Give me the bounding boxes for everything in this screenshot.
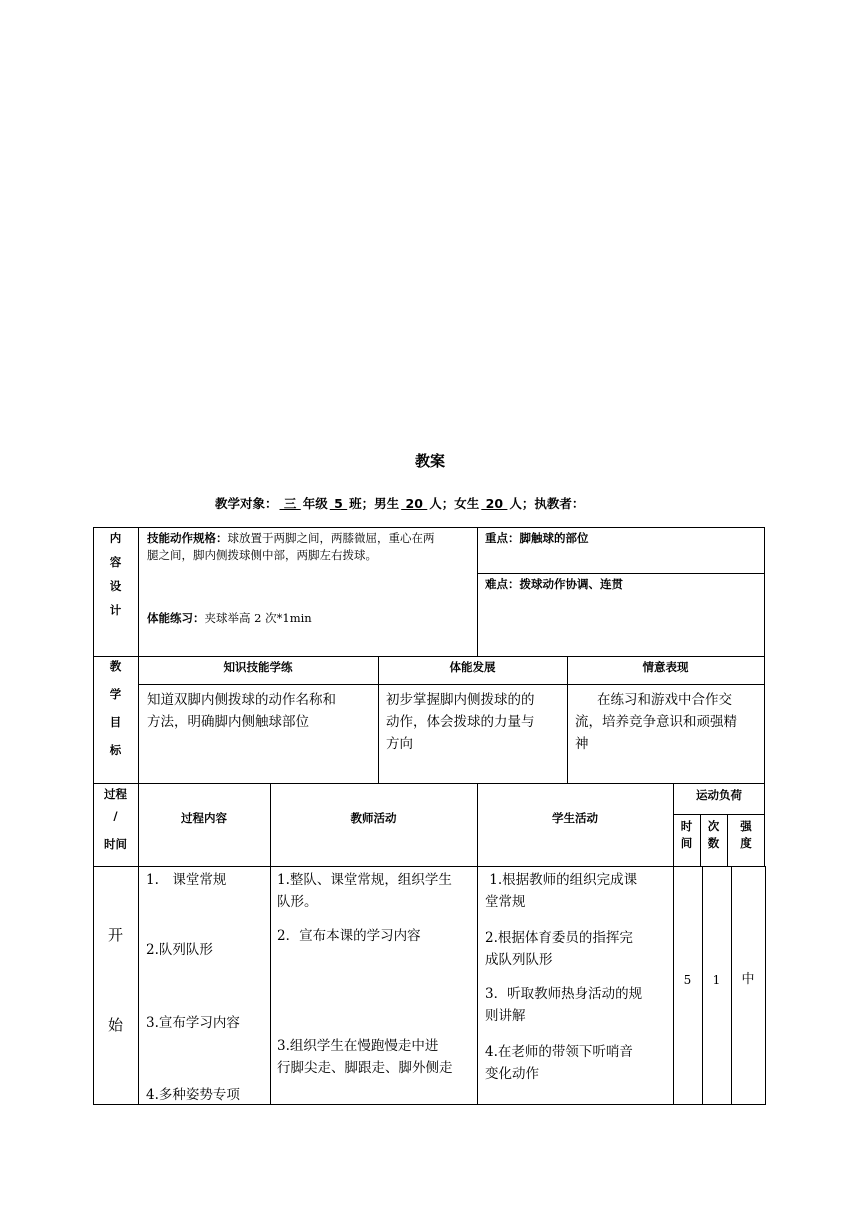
girls-suffix: 人；执教者： <box>509 496 585 511</box>
side-char: 学 <box>109 687 122 701</box>
start-side-label <box>93 925 138 1035</box>
boys-suffix: 人；女生 <box>429 496 480 511</box>
grade-value: 三 <box>279 496 301 511</box>
text-line: 3.组织学生在慢跑慢走中进 <box>277 1038 439 1054</box>
text-line: 则讲解 <box>485 1008 526 1024</box>
goal-header-knowledge: 知识技能学练 <box>223 660 293 674</box>
goal-header-fitness: 体能发展 <box>449 660 496 674</box>
text-line: 1.整队、课堂常规，组织学生 <box>277 872 452 888</box>
fitness-practice <box>147 610 312 627</box>
grade-suffix: 年级 <box>302 496 328 511</box>
class-info-line <box>215 494 584 512</box>
text-line: 1.根据教师的组织完成课 <box>485 872 638 888</box>
fitness-label: 体能练习： <box>147 611 205 625</box>
text-line: 4.在老师的带领下听哨音 <box>485 1044 633 1060</box>
text-line: 2.根据体育委员的指挥完 <box>485 930 633 946</box>
text-line: 3．听取教师热身活动的规 <box>485 986 643 1002</box>
process-time-header <box>93 786 138 858</box>
teacher-activity-header: 教师活动 <box>350 811 397 825</box>
header-char: 间 <box>680 836 693 850</box>
text-line: 知道双脚内侧拨球的动作名称和 <box>147 692 336 708</box>
process-content-header: 过程内容 <box>181 811 227 825</box>
difficulty-point: 难点：拨球动作协调、连贯 <box>485 577 623 591</box>
side-char: 标 <box>109 743 122 757</box>
header-char: 强 <box>740 819 752 833</box>
skill-spec <box>147 530 477 564</box>
text-line: 流，培养竞争意识和顽强精 <box>575 714 737 730</box>
start-count-value: 1 <box>712 973 721 987</box>
side-char: 容 <box>109 555 122 569</box>
load-count-header <box>700 818 727 852</box>
exercise-load-header: 运动负荷 <box>696 788 742 802</box>
text-line: 堂常规 <box>485 894 526 910</box>
header-char: 时 <box>680 819 693 833</box>
text-line: 方向 <box>386 736 413 752</box>
student-activity-header: 学生活动 <box>552 811 598 825</box>
header-line: 过程 <box>104 787 127 801</box>
side-char: 始 <box>107 1016 123 1034</box>
header-char: 次 <box>707 819 720 833</box>
skill-spec-text-1: 球放置于两脚之间，两膝微屈，重心在两 <box>227 531 435 545</box>
content-item: 2.队列队形 <box>146 942 213 958</box>
header-char: 数 <box>707 836 720 850</box>
side-char: 开 <box>107 926 123 944</box>
text-line: 变化动作 <box>485 1066 539 1082</box>
goal-fitness-text <box>386 689 566 755</box>
text-line: 在练习和游戏中合作交 <box>597 692 732 708</box>
text-line: 2．宣布本课的学习内容 <box>277 928 421 944</box>
boys-value: 20 <box>401 496 428 511</box>
goal-knowledge-text <box>147 689 379 733</box>
side-char: 计 <box>109 603 122 617</box>
start-time-value: 5 <box>683 973 692 987</box>
key-point: 重点：脚触球的部位 <box>485 531 589 545</box>
goals-side-label <box>93 658 138 770</box>
header-line: / <box>113 809 118 823</box>
text-line: 行脚尖走、脚跟走、脚外侧走 <box>277 1060 453 1076</box>
goal-header-emotion: 情意表现 <box>642 660 689 674</box>
class-value: 5 <box>329 496 348 511</box>
text-line: 成队列队形 <box>485 952 553 968</box>
side-char: 设 <box>109 579 122 593</box>
design-side-label <box>93 530 138 626</box>
text-line: 初步掌握脚内侧拨球的的 <box>386 692 535 708</box>
skill-spec-label: 技能动作规格： <box>147 531 228 545</box>
load-intensity-header <box>727 818 765 852</box>
start-intensity-value: 中 <box>741 972 755 987</box>
content-item: 3.宣布学习内容 <box>146 1015 240 1031</box>
goal-emotion-text <box>575 689 765 755</box>
skill-spec-text-2: 腿之间，脚内侧拨球侧中部，两脚左右拨球。 <box>147 548 377 562</box>
load-time-header <box>673 818 700 852</box>
text-line: 方法，明确脚内侧触球部位 <box>147 714 309 730</box>
header-line: 时间 <box>104 837 127 851</box>
content-item: 1. 课堂常规 <box>146 872 227 888</box>
text-line: 队形。 <box>277 894 318 910</box>
class-suffix: 班；男生 <box>349 496 400 511</box>
document-title: 教案 <box>414 452 445 470</box>
text-line: 动作，体会拨球的力量与 <box>386 714 535 730</box>
class-info-label: 教学对象： <box>215 496 278 511</box>
content-item: 4.多种姿势专项 <box>146 1087 240 1103</box>
girls-value: 20 <box>481 496 508 511</box>
side-char: 内 <box>109 531 122 545</box>
side-char: 目 <box>109 715 122 729</box>
fitness-text: 夹球举高 2 次*1min <box>204 611 312 625</box>
header-char: 度 <box>740 836 752 850</box>
text-line: 神 <box>575 736 589 752</box>
side-char: 教 <box>109 659 122 673</box>
